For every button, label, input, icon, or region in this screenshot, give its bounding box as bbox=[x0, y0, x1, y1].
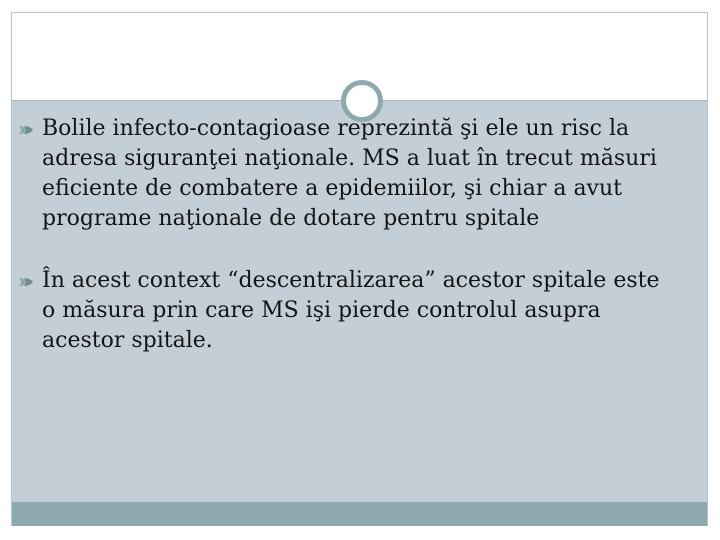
bullet-text: În acest context “descentralizarea” acestor spitale este o măsura prin care MS işi pierde controlul asupra acestor spitale. bbox=[42, 268, 660, 353]
bullet-item-1 bbox=[18, 114, 678, 234]
slide-footer-strip bbox=[12, 502, 707, 526]
bullet-text: Bolile infecto-contagioase reprezintă şi ele un risc la adresa siguranţei naţionale. MS a luat în trecut măsuri eficiente de combatere a epidemiilor, şi chiar a avut programe naţionale de dotare pentru spitale bbox=[42, 116, 657, 231]
arrow-bullet-icon bbox=[18, 274, 34, 290]
bullet-item-2 bbox=[18, 266, 678, 356]
arrow-bullet-icon bbox=[18, 122, 34, 138]
bullet-list bbox=[18, 114, 678, 388]
